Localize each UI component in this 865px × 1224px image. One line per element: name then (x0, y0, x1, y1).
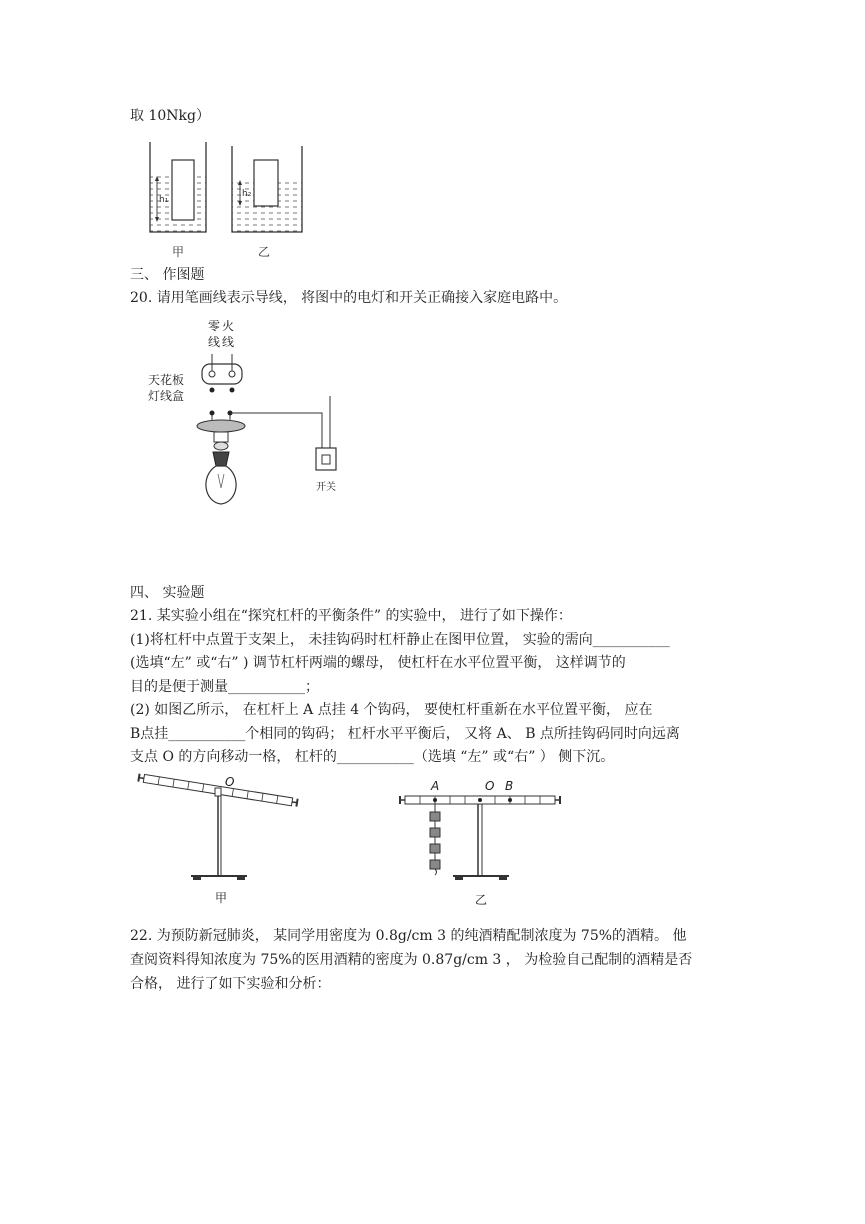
question-20: 20. 请用笔画线表示导线， 将图中的电灯和开关正确接入家庭电路中。 (130, 290, 568, 306)
figure-21-levers (135, 772, 575, 910)
label-O-yi: O (485, 779, 495, 793)
label-B: B (505, 779, 514, 793)
h1-label: h₁ (159, 195, 169, 205)
label-jia-21: 甲 (215, 891, 228, 905)
question-21-line-6: 支点 O 的方向移动一格， 杠杆的___________（选填 “左” 或“右” ） 侧下沉。 (130, 749, 615, 765)
hook-weights (430, 802, 440, 875)
label-wire-2: 线 (222, 335, 235, 349)
label-jia: 甲 (172, 245, 185, 259)
beaker-jia (150, 142, 206, 232)
label-yi-21: 乙 (475, 893, 488, 907)
label-wire-1: 线 (208, 335, 221, 349)
question-21-line-2: (选填“左” 或“右” ) 调节杠杆两端的螺母， 使杠杆在水平位置平衡， 这样调节的 (130, 655, 626, 671)
lever-yi (399, 779, 561, 907)
beaker-yi (232, 146, 302, 232)
label-switch: 开关 (316, 482, 336, 493)
question-22-line-1: 22. 为预防新冠肺炎， 某同学用密度为 0.8g/cm 3 的纯酒精配制浓度为 75%的酒精。 他 (130, 928, 687, 944)
lever-jia (137, 774, 298, 905)
label-yi: 乙 (258, 245, 271, 259)
label-ceiling-box-1: 天花板 (148, 373, 185, 387)
figure-19-beakers (140, 138, 315, 266)
figure-20-circuit (140, 318, 360, 508)
question-21-line-3: 目的是便于测量___________； (130, 679, 319, 695)
label-ceiling-box-2: 灯线盒 (148, 389, 185, 403)
label-O-jia: O (225, 775, 235, 789)
q19-tail: 取 10Nkg） (130, 108, 210, 124)
ceiling-rose (202, 354, 242, 393)
question-21-line-1: (1)将杠杆中点置于支架上， 未挂钩码时杠杆静止在图甲位置， 实验的需向___________ (130, 632, 670, 648)
h2-label: h₂ (242, 189, 252, 199)
question-21-intro: 21. 某实验小组在“探究杠杆的平衡条件” 的实验中， 进行了如下操作： (130, 608, 572, 624)
question-22-line-2: 查阅资料得知浓度为 75%的医用酒精的密度为 0.87g/cm 3 ， 为检验自己配制的酒精是否 (130, 952, 693, 968)
label-fire: 火 (222, 319, 235, 333)
switch-box (316, 448, 336, 470)
label-zero: 零 (208, 319, 221, 333)
question-21-line-4: (2) 如图乙所示， 在杠杆上 A 点挂 4 个钩码， 要使杠杆重新在水平位置平衡， 应在 (130, 702, 653, 718)
label-A: A (431, 779, 440, 793)
question-22-line-3: 合格， 进行了如下实验和分析： (130, 976, 331, 992)
section-3-heading: 三、 作图题 (130, 267, 205, 283)
question-21-line-5: B点挂___________个相同的钩码； 杠杆水平平衡后， 又将 A、 B 点所挂钩码同时向远离 (130, 726, 680, 742)
section-4-heading: 四、 实验题 (130, 585, 205, 601)
